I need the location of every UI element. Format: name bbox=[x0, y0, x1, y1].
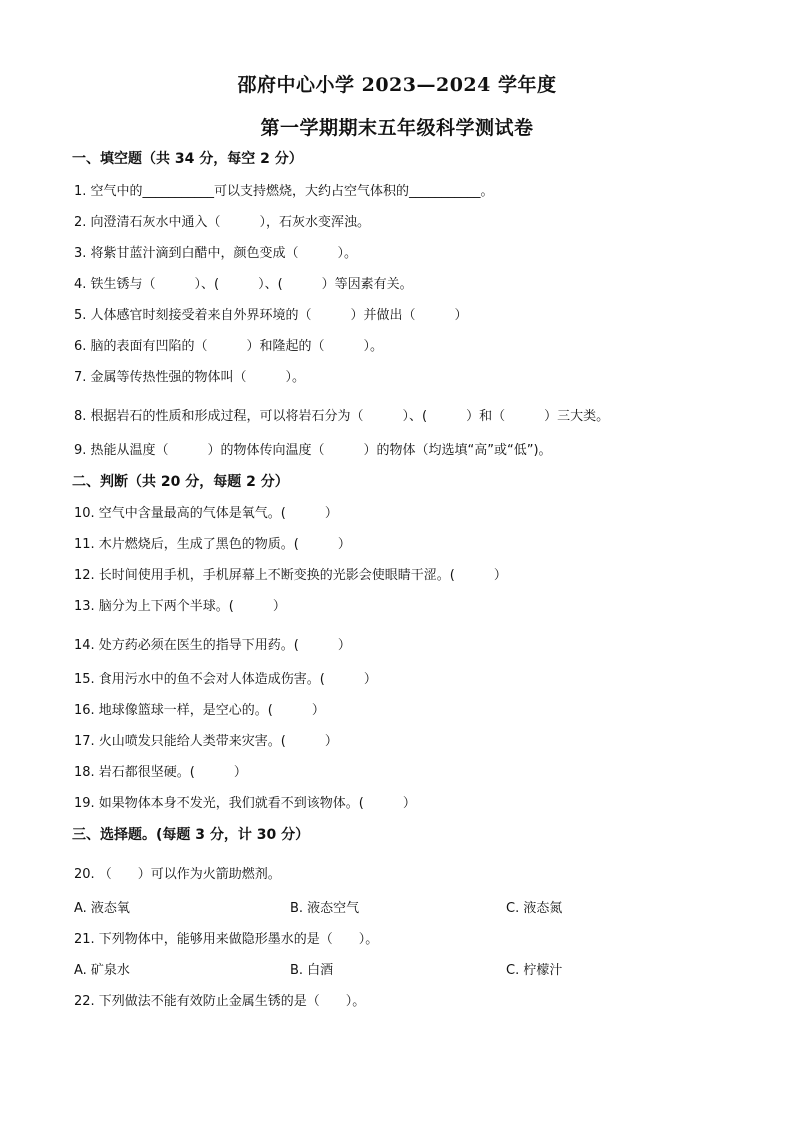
question-11: 11. 木片燃烧后，生成了黑色的物质。( ） bbox=[74, 537, 351, 552]
question-22: 22. 下列做法不能有效防止金属生锈的是（ ）。 bbox=[74, 994, 366, 1009]
question-4: 4. 铁生锈与（ ）、( ）、( ）等因素有关。 bbox=[74, 277, 413, 292]
section-choice-heading: 三、选择题。(每题 3 分，计 30 分） bbox=[72, 827, 310, 843]
question-10: 10. 空气中含量最高的气体是氧气。( ） bbox=[74, 506, 338, 521]
section-fill-blank-heading: 一、填空题（共 34 分，每空 2 分） bbox=[72, 151, 303, 167]
question-7: 7. 金属等传热性强的物体叫（ ）。 bbox=[74, 370, 306, 385]
question-2: 2. 向澄清石灰水中通入（ ），石灰水变浑浊。 bbox=[74, 215, 371, 230]
question-21: 21. 下列物体中，能够用来做隐形墨水的是（ ）。 bbox=[74, 932, 379, 947]
question-20: 20. （ ）可以作为火箭助燃剂。 bbox=[74, 867, 281, 882]
question-8: 8. 根据岩石的性质和形成过程，可以将岩石分为（ ）、( ）和（ ）三大类。 bbox=[74, 409, 610, 424]
question-9: 9. 热能从温度（ ）的物体传向温度（ ）的物体（均选填“高”或“低”)。 bbox=[74, 443, 552, 458]
question-3: 3. 将紫甘蓝汁滴到白醋中，颜色变成（ ）。 bbox=[74, 246, 358, 261]
question-21-option-c: C. 柠檬汁 bbox=[506, 963, 563, 978]
section-true-false-heading: 二、判断（共 20 分，每题 2 分） bbox=[72, 474, 289, 490]
question-1: 1. 空气中的___________可以支持燃烧，大约占空气体积的___________。 bbox=[74, 184, 494, 199]
question-17: 17. 火山喷发只能给人类带来灾害。( ） bbox=[74, 734, 338, 749]
question-20-option-a: A. 液态氧 bbox=[74, 901, 130, 916]
question-20-option-c: C. 液态氮 bbox=[506, 901, 563, 916]
question-6: 6. 脑的表面有凹陷的（ ）和隆起的（ ）。 bbox=[74, 339, 384, 354]
question-13: 13. 脑分为上下两个半球。( ） bbox=[74, 599, 286, 614]
exam-title-line2: 第一学期期末五年级科学测试卷 bbox=[260, 117, 534, 139]
question-15: 15. 食用污水中的鱼不会对人体造成伤害。( ） bbox=[74, 672, 377, 687]
question-18: 18. 岩石都很坚硬。( ） bbox=[74, 765, 247, 780]
question-21-option-a: A. 矿泉水 bbox=[74, 963, 130, 978]
question-21-option-b: B. 白酒 bbox=[290, 963, 334, 978]
question-20-option-b: B. 液态空气 bbox=[290, 901, 360, 916]
question-16: 16. 地球像篮球一样，是空心的。( ） bbox=[74, 703, 325, 718]
question-12: 12. 长时间使用手机，手机屏幕上不断变换的光影会使眼睛干涩。( ） bbox=[74, 568, 507, 583]
question-5: 5. 人体感官时刻接受着来自外界环境的（ ）并做出（ ） bbox=[74, 308, 468, 323]
question-19: 19. 如果物体本身不发光，我们就看不到该物体。( ） bbox=[74, 796, 416, 811]
question-14: 14. 处方药必须在医生的指导下用药。( ） bbox=[74, 638, 351, 653]
exam-title-line1: 邵府中心小学 2023—2024 学年度 bbox=[237, 74, 557, 96]
